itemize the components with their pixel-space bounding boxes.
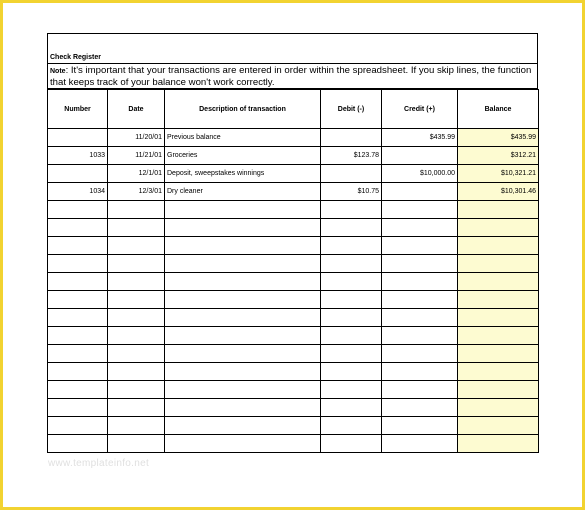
register-table	[47, 89, 539, 453]
cell-number[interactable]	[48, 435, 108, 453]
cell-balance[interactable]	[458, 363, 539, 381]
cell-debit[interactable]	[321, 435, 382, 453]
cell-description[interactable]	[165, 237, 321, 255]
cell-credit[interactable]	[382, 237, 458, 255]
cell-balance[interactable]	[458, 399, 539, 417]
cell-balance[interactable]	[458, 417, 539, 435]
sheet-title-row	[47, 33, 538, 63]
cell-credit[interactable]	[382, 381, 458, 399]
cell-balance[interactable]: $435.99	[458, 129, 539, 147]
note-label: Note	[50, 68, 66, 75]
cell-debit[interactable]	[321, 291, 382, 309]
header-date: Date	[108, 90, 165, 129]
cell-debit[interactable]	[321, 165, 382, 183]
cell-date[interactable]	[108, 219, 165, 237]
cell-credit[interactable]	[382, 291, 458, 309]
cell-date[interactable]	[108, 237, 165, 255]
table-row	[48, 291, 539, 309]
cell-date[interactable]: 12/1/01	[108, 165, 165, 183]
header-row	[48, 90, 539, 129]
cell-number[interactable]: 1033	[48, 147, 108, 165]
cell-credit[interactable]	[382, 435, 458, 453]
sheet-title: Check Register	[50, 54, 101, 61]
cell-date[interactable]	[108, 309, 165, 327]
cell-date[interactable]	[108, 291, 165, 309]
cell-credit[interactable]	[382, 399, 458, 417]
note-text: : It's important that your transactions are entered in order within the spreadsheet. If you skip lines, the function that keeps track of your balance won't work correctly.	[50, 65, 532, 88]
cell-debit[interactable]	[321, 363, 382, 381]
cell-debit[interactable]	[321, 417, 382, 435]
cell-credit[interactable]	[382, 417, 458, 435]
table-row	[48, 399, 539, 417]
cell-credit[interactable]	[382, 219, 458, 237]
cell-number[interactable]	[48, 237, 108, 255]
cell-credit[interactable]: $10,000.00	[382, 165, 458, 183]
cell-date[interactable]	[108, 417, 165, 435]
cell-credit[interactable]	[382, 147, 458, 165]
cell-date[interactable]: 11/20/01	[108, 129, 165, 147]
cell-description[interactable]	[165, 219, 321, 237]
cell-description[interactable]	[165, 345, 321, 363]
table-row	[48, 183, 539, 201]
cell-debit[interactable]: $123.78	[321, 147, 382, 165]
cell-balance[interactable]	[458, 345, 539, 363]
cell-date[interactable]	[108, 273, 165, 291]
cell-description[interactable]	[165, 363, 321, 381]
cell-date[interactable]	[108, 363, 165, 381]
cell-balance[interactable]: $10,321.21	[458, 165, 539, 183]
table-row	[48, 273, 539, 291]
cell-balance[interactable]	[458, 309, 539, 327]
cell-date[interactable]: 11/21/01	[108, 147, 165, 165]
cell-credit[interactable]	[382, 201, 458, 219]
cell-date[interactable]	[108, 435, 165, 453]
cell-description[interactable]: Dry cleaner	[165, 183, 321, 201]
cell-balance[interactable]	[458, 255, 539, 273]
table-row	[48, 381, 539, 399]
cell-balance[interactable]	[458, 219, 539, 237]
cell-number[interactable]: 1034	[48, 183, 108, 201]
table-row	[48, 129, 539, 147]
cell-number[interactable]	[48, 129, 108, 147]
cell-number[interactable]	[48, 417, 108, 435]
cell-description[interactable]	[165, 309, 321, 327]
cell-debit[interactable]	[321, 237, 382, 255]
table-row	[48, 363, 539, 381]
cell-credit[interactable]	[382, 309, 458, 327]
watermark-text: www.templateinfo.net	[48, 458, 150, 469]
cell-balance[interactable]: $312.21	[458, 147, 539, 165]
header-balance: Balance	[458, 90, 539, 129]
cell-number[interactable]	[48, 219, 108, 237]
cell-credit[interactable]	[382, 273, 458, 291]
table-row	[48, 147, 539, 165]
cell-balance[interactable]	[458, 435, 539, 453]
table-row	[48, 309, 539, 327]
cell-credit[interactable]	[382, 255, 458, 273]
cell-number[interactable]	[48, 381, 108, 399]
cell-number[interactable]	[48, 273, 108, 291]
table-row	[48, 219, 539, 237]
table-row	[48, 165, 539, 183]
cell-date[interactable]	[108, 201, 165, 219]
cell-debit[interactable]	[321, 201, 382, 219]
check-register-sheet	[47, 33, 538, 453]
cell-debit[interactable]	[321, 345, 382, 363]
cell-balance[interactable]	[458, 201, 539, 219]
cell-description[interactable]	[165, 273, 321, 291]
cell-description[interactable]	[165, 255, 321, 273]
cell-number[interactable]	[48, 165, 108, 183]
cell-balance[interactable]	[458, 381, 539, 399]
cell-credit[interactable]	[382, 183, 458, 201]
cell-balance[interactable]	[458, 327, 539, 345]
cell-number[interactable]	[48, 255, 108, 273]
cell-debit[interactable]	[321, 381, 382, 399]
note-row	[47, 63, 538, 89]
cell-credit[interactable]	[382, 345, 458, 363]
table-row	[48, 255, 539, 273]
cell-date[interactable]	[108, 255, 165, 273]
cell-debit[interactable]	[321, 399, 382, 417]
cell-debit[interactable]	[321, 255, 382, 273]
cell-date[interactable]: 12/3/01	[108, 183, 165, 201]
cell-description[interactable]	[165, 381, 321, 399]
cell-credit[interactable]	[382, 327, 458, 345]
table-row	[48, 327, 539, 345]
cell-debit[interactable]: $10.75	[321, 183, 382, 201]
cell-number[interactable]	[48, 291, 108, 309]
cell-number[interactable]	[48, 309, 108, 327]
cell-description[interactable]: Groceries	[165, 147, 321, 165]
cell-description[interactable]	[165, 201, 321, 219]
table-row	[48, 417, 539, 435]
cell-debit[interactable]	[321, 327, 382, 345]
cell-balance[interactable]: $10,301.46	[458, 183, 539, 201]
cell-date[interactable]	[108, 327, 165, 345]
cell-number[interactable]	[48, 327, 108, 345]
cell-balance[interactable]	[458, 237, 539, 255]
cell-debit[interactable]	[321, 273, 382, 291]
cell-balance[interactable]	[458, 291, 539, 309]
cell-date[interactable]	[108, 345, 165, 363]
cell-credit[interactable]: $435.99	[382, 129, 458, 147]
cell-description[interactable]	[165, 417, 321, 435]
cell-number[interactable]	[48, 363, 108, 381]
cell-description[interactable]	[165, 291, 321, 309]
header-description: Description of transaction	[165, 90, 321, 129]
cell-description[interactable]: Previous balance	[165, 129, 321, 147]
table-row	[48, 237, 539, 255]
cell-debit[interactable]	[321, 309, 382, 327]
cell-description[interactable]	[165, 435, 321, 453]
table-row	[48, 201, 539, 219]
cell-debit[interactable]	[321, 129, 382, 147]
cell-number[interactable]	[48, 201, 108, 219]
cell-number[interactable]	[48, 345, 108, 363]
cell-number[interactable]	[48, 399, 108, 417]
cell-description[interactable]: Deposit, sweepstakes winnings	[165, 165, 321, 183]
cell-description[interactable]	[165, 327, 321, 345]
cell-description[interactable]	[165, 399, 321, 417]
cell-balance[interactable]	[458, 273, 539, 291]
table-row	[48, 435, 539, 453]
cell-date[interactable]	[108, 381, 165, 399]
cell-date[interactable]	[108, 399, 165, 417]
cell-debit[interactable]	[321, 219, 382, 237]
cell-credit[interactable]	[382, 363, 458, 381]
header-credit: Credit (+)	[382, 90, 458, 129]
header-debit: Debit (-)	[321, 90, 382, 129]
header-number: Number	[48, 90, 108, 129]
table-row	[48, 345, 539, 363]
